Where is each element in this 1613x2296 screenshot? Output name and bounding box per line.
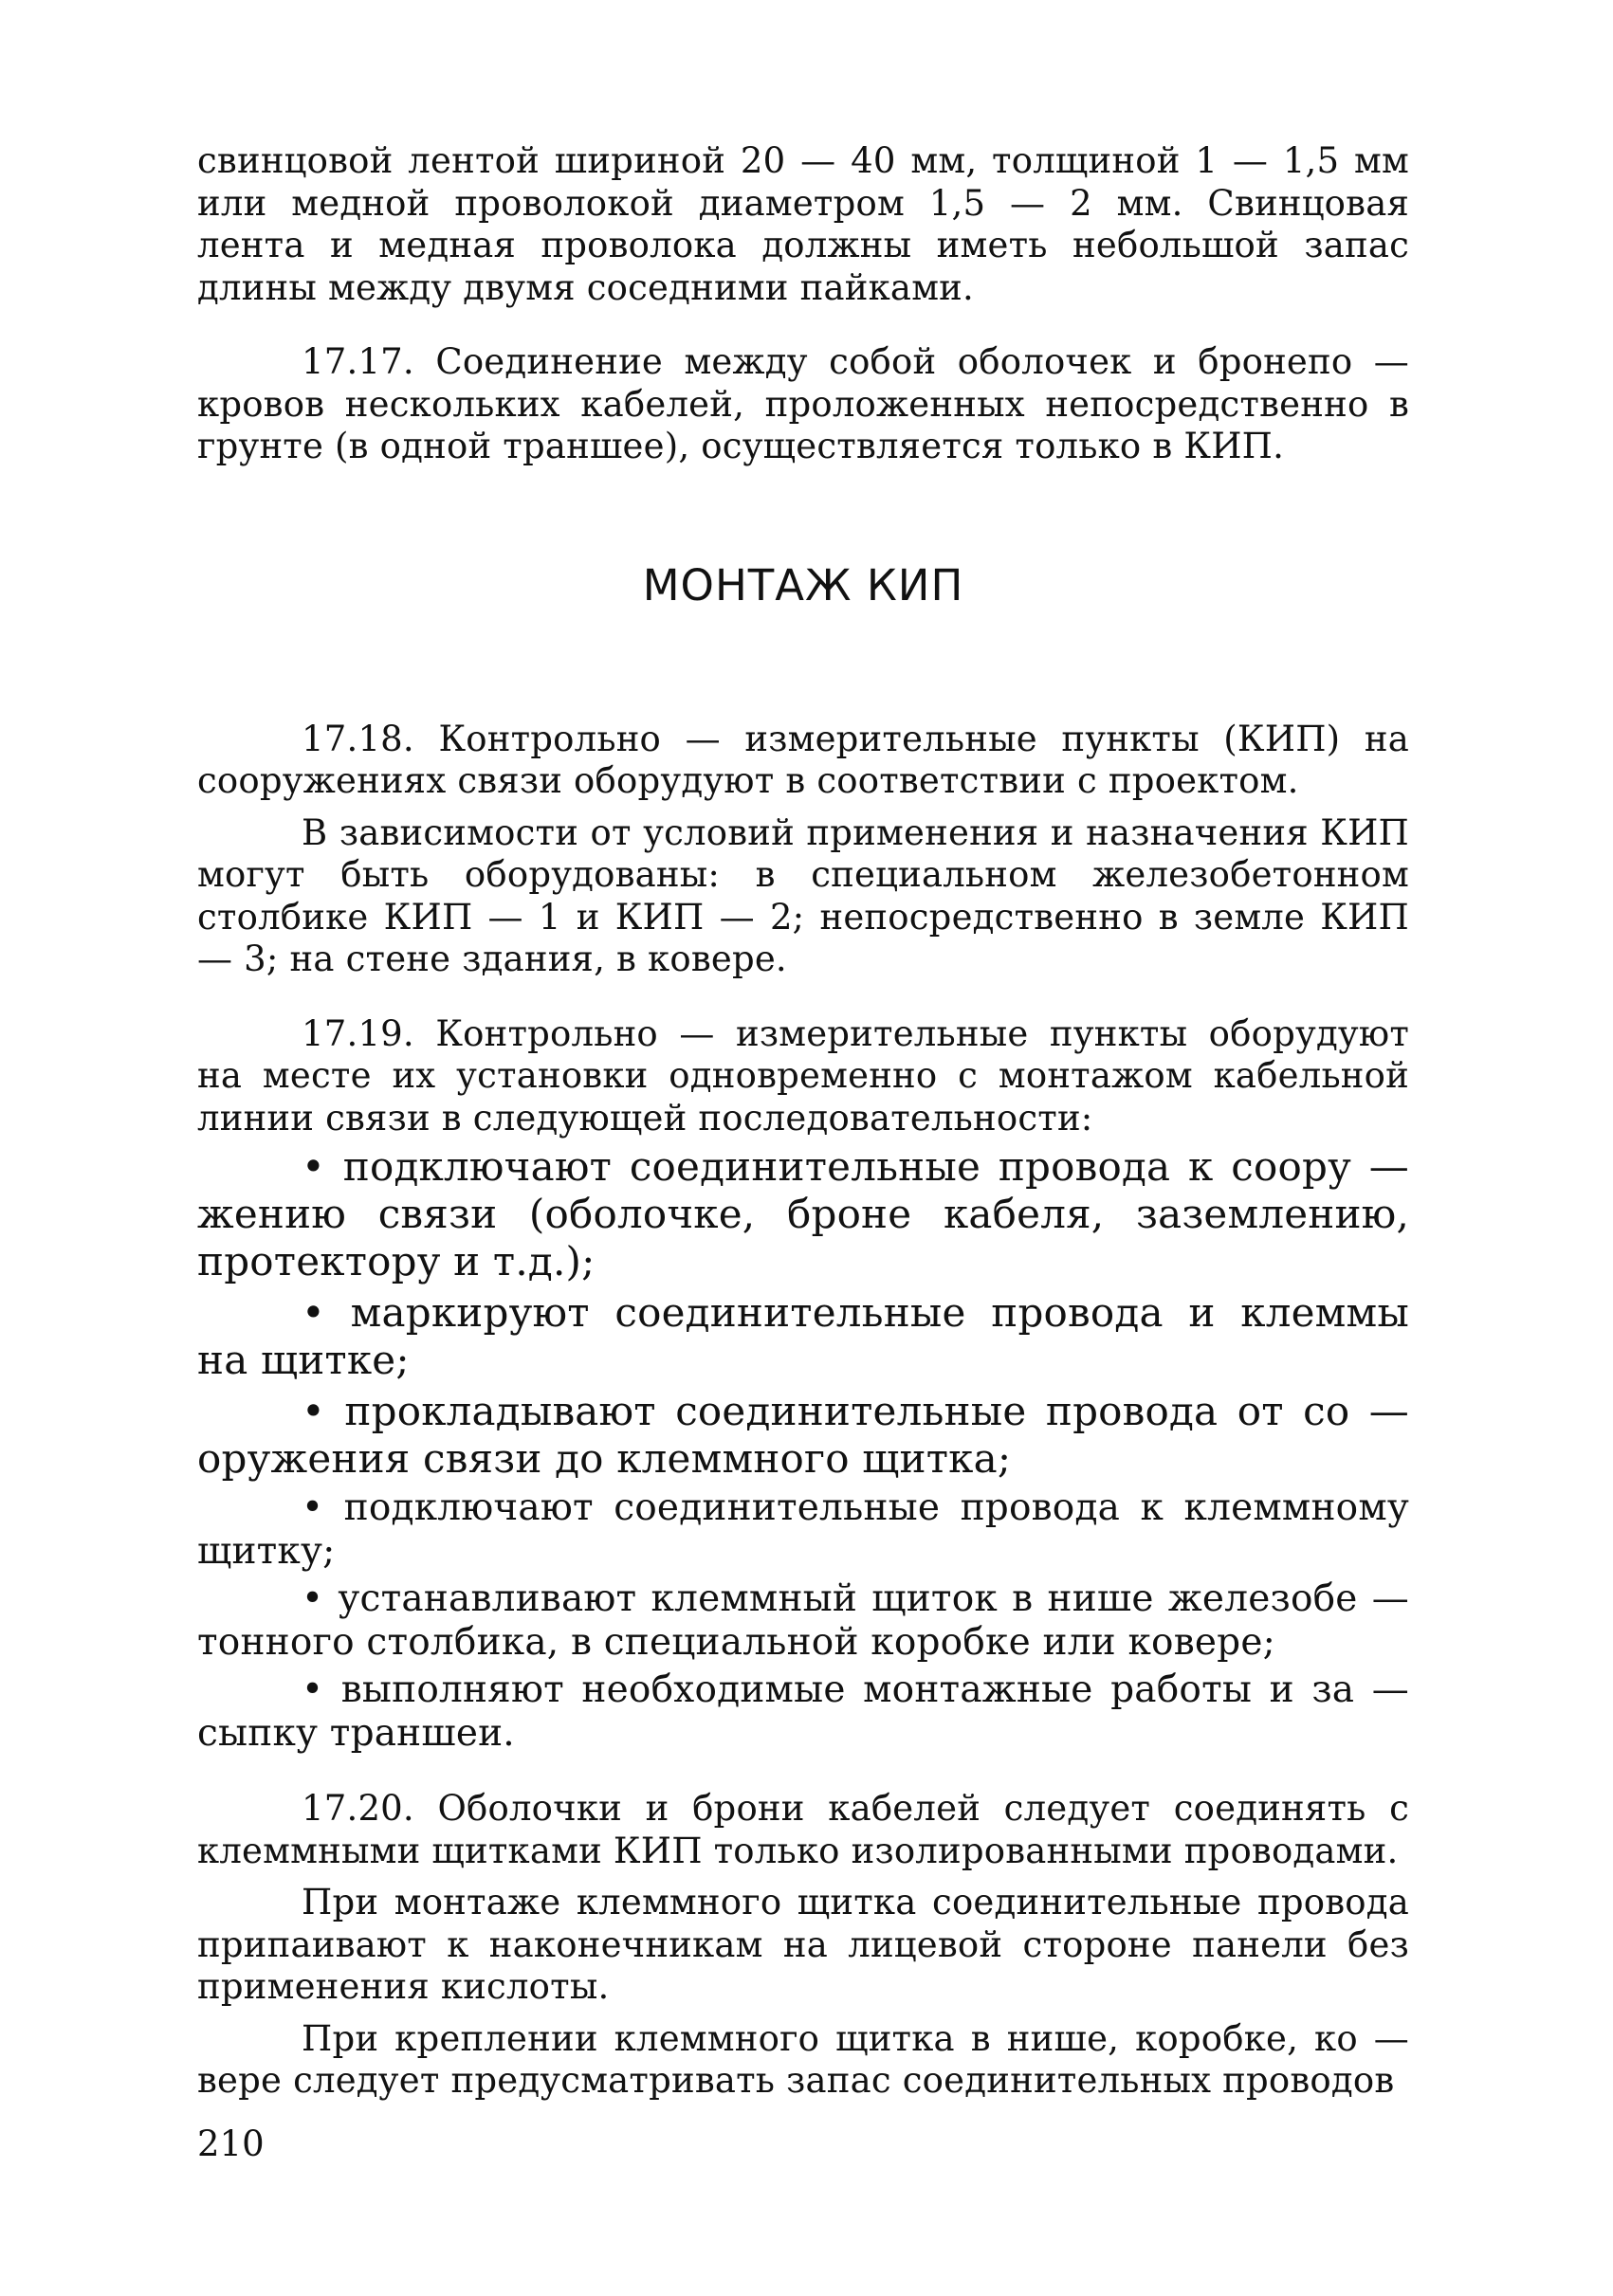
list-item: • устанавливают клеммный щиток в нише железобе — тонного столбика, в специальной коробке или ковере; — [197, 1577, 1409, 1664]
list-item: • подключают соединительные провода к клеммному щитку; — [197, 1486, 1409, 1573]
paragraph-17-19: 17.19. Контрольно — измерительные пункты оборудуют на месте их установки одновременно с монтажом кабельной линии связи в следующей последовательности: — [197, 1012, 1409, 1139]
paragraph-17-18-kip-types: В зависимости от условий применения и назначения КИП могут быть оборудованы: в специальном железобетонном столбике КИП — 1 и КИП — 2; непосредственно в земле КИП — 3; на стене здания, в ковере. — [197, 811, 1409, 979]
paragraph-17-17: 17.17. Соединение между собой оболочек и бронепо — кровов нескольких кабелей, проложенных непосредственно в грунте (в одной траншее), осуществляется только в КИП. — [197, 341, 1409, 466]
paragraph-17-20: 17.20. Оболочки и брони кабелей следует соединять с клеммными щитками КИП только изолированными проводами. — [197, 1788, 1409, 1871]
paragraph-17-20-soldering: При монтаже клеммного щитка соединительные провода припаивают к наконечникам на лицевой стороне панели без применения кислоты. — [197, 1882, 1409, 2007]
paragraph-continuation: свинцовой лентой шириной 20 — 40 мм, толщиной 1 — 1,5 мм или медной проволокой диаметром 1,5 — 2 мм. Свинцовая лента и медная проволока должны иметь небольшой запас длины между двумя соседними пайками. — [197, 140, 1409, 308]
bullet-list-large — [197, 1143, 1409, 1483]
bullet-list-medium — [197, 1486, 1409, 1756]
paragraph-17-20-fastening: При креплении клеммного щитка в нише, коробке, ко — вере следует предусматривать запас соединительных проводов — [197, 2017, 1409, 2101]
list-item: • прокладывают соединительные провода от со — оружения связи до клеммного щитка; — [197, 1388, 1409, 1482]
list-item: • подключают соединительные провода к соору — жению связи (оболочке, броне кабеля, заземлению, протектору и т.д.); — [197, 1143, 1409, 1285]
page-number: 210 — [197, 2123, 265, 2164]
paragraph-17-18: 17.18. Контрольно — измерительные пункты (КИП) на сооружениях связи оборудуют в соответствии с проектом. — [197, 718, 1409, 801]
list-item: • выполняют необходимые монтажные работы и за — сыпку траншеи. — [197, 1668, 1409, 1755]
document-page — [197, 140, 1409, 2103]
list-item: • маркируют соединительные провода и клеммы на щитке; — [197, 1289, 1409, 1383]
section-heading: МОНТАЖ КИП — [642, 559, 964, 610]
